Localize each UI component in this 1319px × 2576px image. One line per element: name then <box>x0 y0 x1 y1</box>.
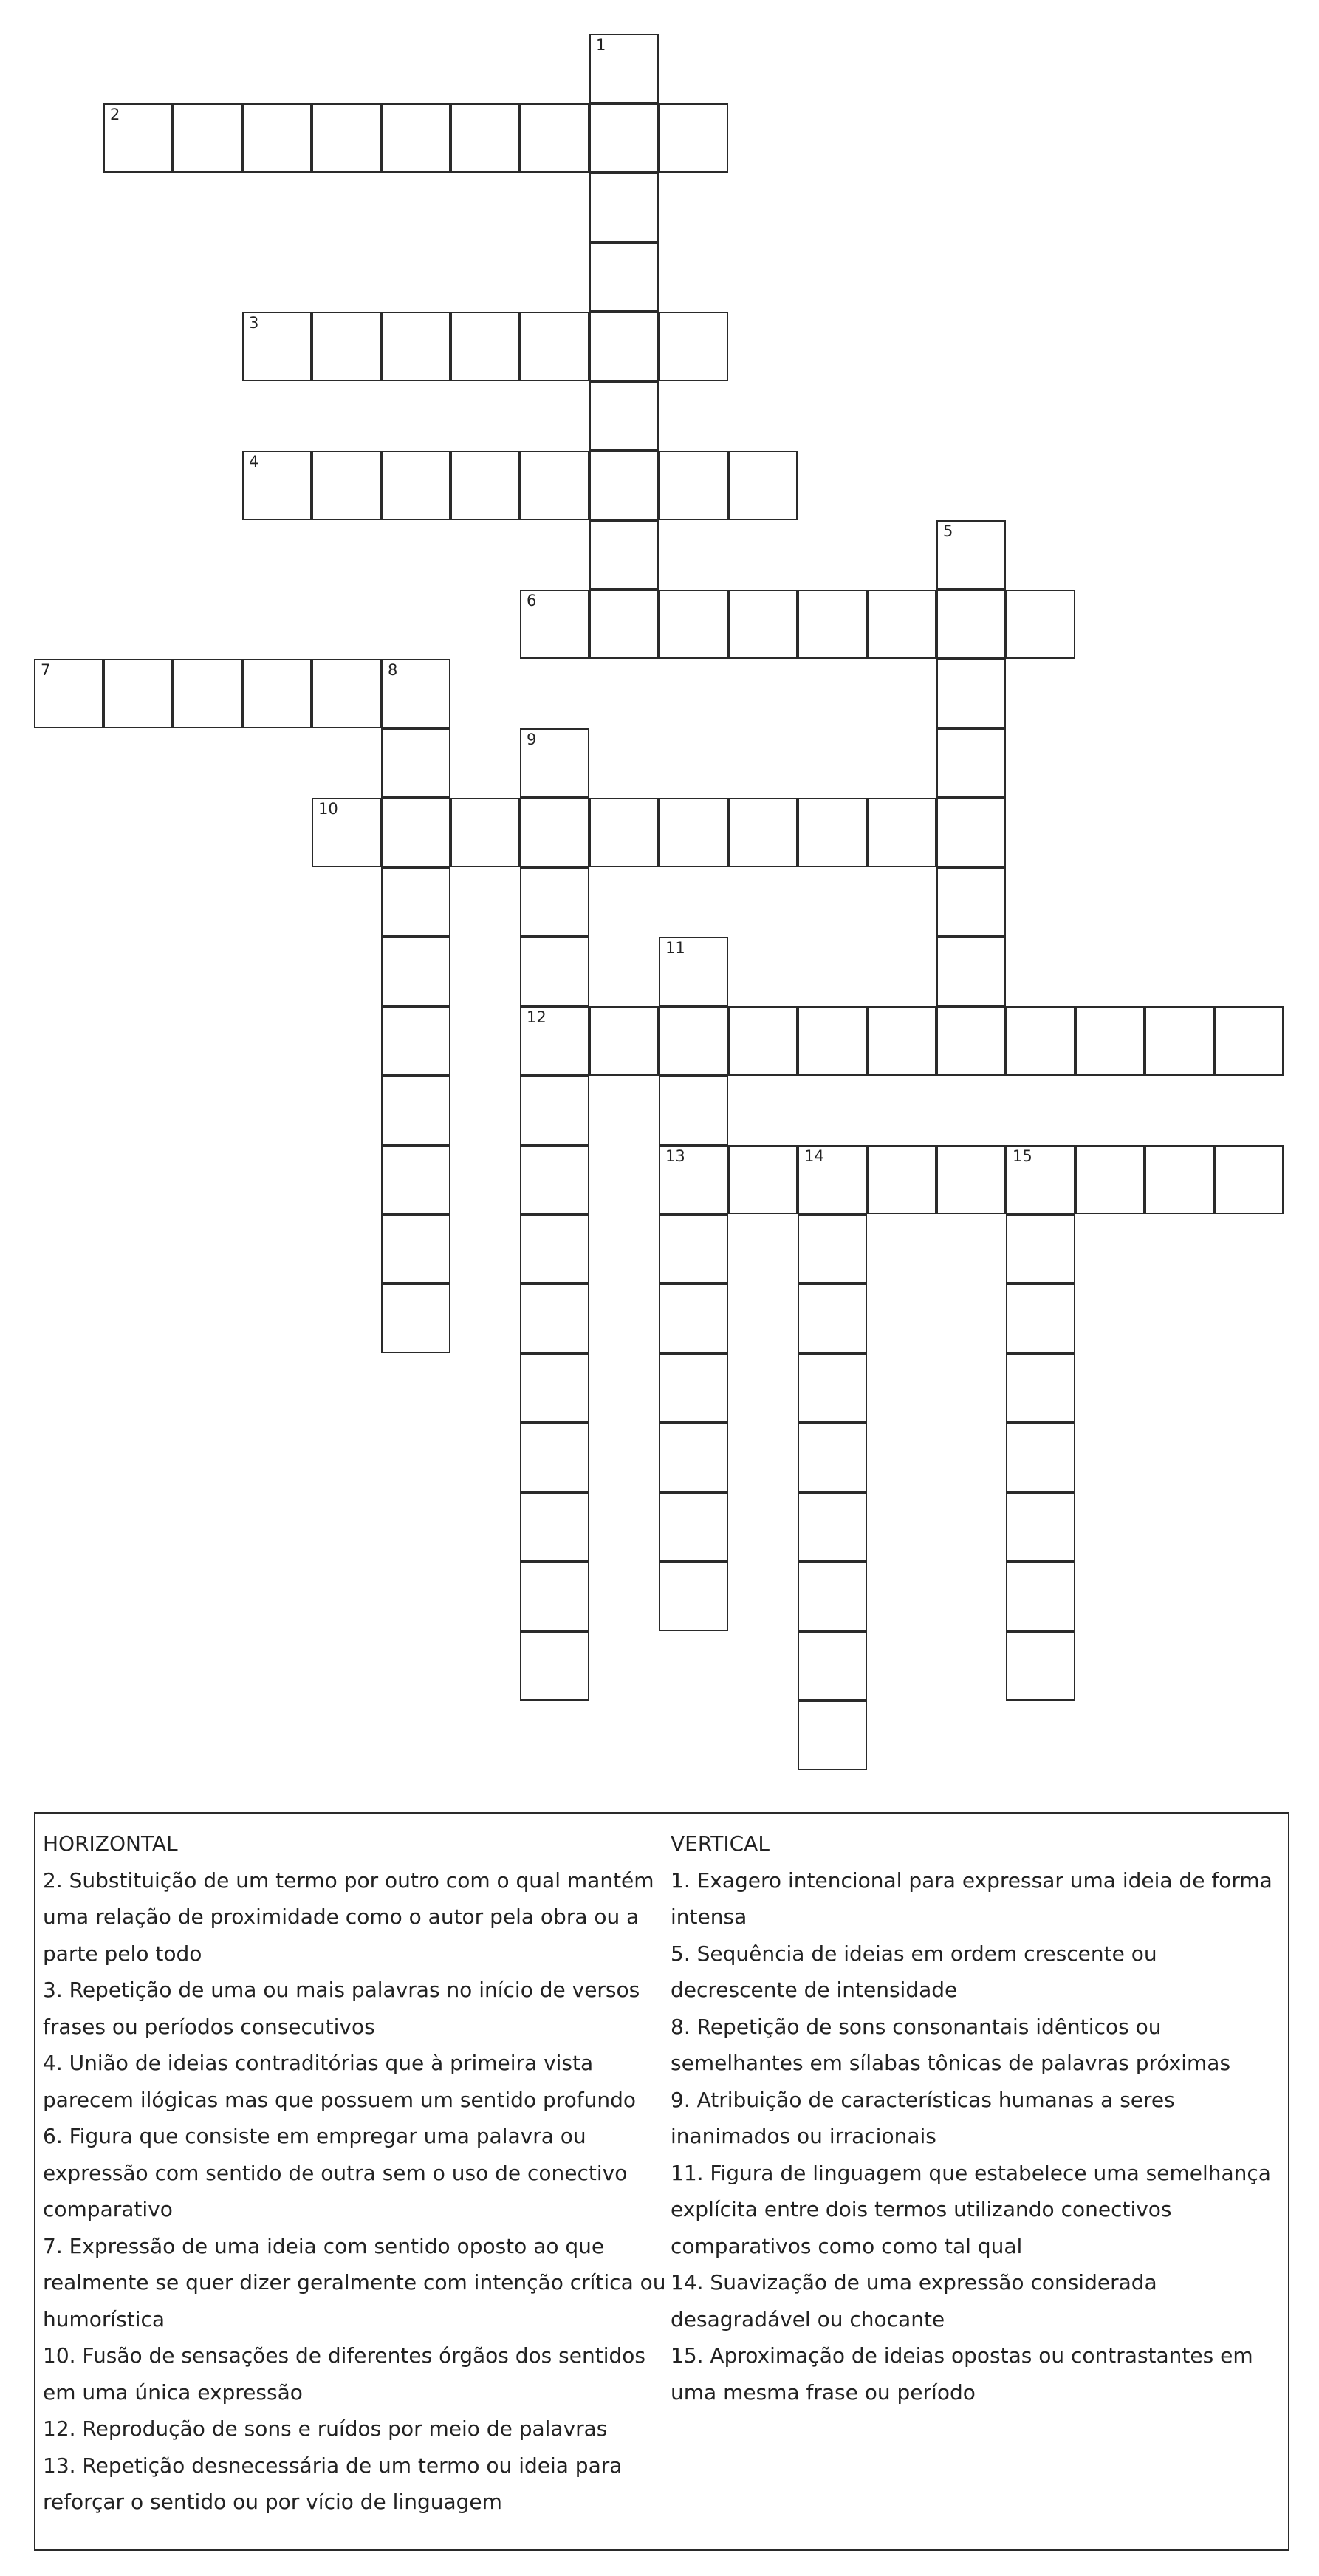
grid-cell[interactable] <box>450 312 520 381</box>
grid-cell[interactable] <box>936 659 1006 728</box>
cell-number: 13 <box>665 1147 685 1165</box>
cell-number: 2 <box>110 106 120 123</box>
grid-cell[interactable] <box>242 103 312 173</box>
cell-number: 12 <box>527 1008 547 1026</box>
grid-cell[interactable] <box>520 937 589 1006</box>
grid-cell[interactable] <box>589 451 659 520</box>
clue-down-14: 14. Suavização de uma expressão considerada desagradável ou chocante <box>671 2270 1157 2331</box>
grid-cell[interactable] <box>520 1631 589 1701</box>
grid-cell[interactable] <box>1006 1214 1075 1284</box>
grid-cell[interactable] <box>1006 1492 1075 1562</box>
grid-cell[interactable] <box>936 798 1006 867</box>
grid-cell[interactable] <box>728 798 798 867</box>
grid-cell[interactable] <box>798 1214 867 1284</box>
grid-cell[interactable] <box>1214 1006 1284 1076</box>
grid-cell[interactable] <box>520 1284 589 1353</box>
grid-cell[interactable] <box>1214 1145 1284 1214</box>
grid-cell[interactable] <box>728 1145 798 1214</box>
grid-cell[interactable] <box>798 1423 867 1492</box>
grid-cell[interactable] <box>659 1423 728 1492</box>
grid-cell[interactable] <box>798 1701 867 1770</box>
grid-cell[interactable] <box>936 520 1006 590</box>
grid-cell[interactable] <box>520 103 589 173</box>
grid-cell[interactable] <box>520 867 589 937</box>
grid-cell[interactable] <box>589 381 659 451</box>
across-clues <box>43 1825 671 2521</box>
grid-cell[interactable] <box>659 312 728 381</box>
clue-down-15: 15. Aproximação de ideias opostas ou contrastantes em uma mesma frase ou período <box>671 2343 1253 2405</box>
grid-cell[interactable] <box>381 728 450 798</box>
grid-cell[interactable] <box>1006 1353 1075 1423</box>
grid-cell[interactable] <box>381 103 450 173</box>
grid-cell[interactable] <box>520 1562 589 1631</box>
grid-cell[interactable] <box>589 103 659 173</box>
grid-cell[interactable] <box>659 1353 728 1423</box>
grid-cell[interactable] <box>728 451 798 520</box>
clue-across-3: 3. Repetição de uma ou mais palavras no início de versos frases ou períodos consecutivos <box>43 1978 640 2039</box>
grid-cell[interactable] <box>659 590 728 659</box>
grid-cell[interactable] <box>312 103 381 173</box>
grid-cell[interactable] <box>798 1631 867 1701</box>
cell-number: 6 <box>527 592 537 609</box>
clue-down-11: 11. Figura de linguagem que estabelece uma semelhança explícita entre dois termos utilizando conectivos comparativos como como tal qual <box>671 2160 1271 2258</box>
cell-number: 14 <box>804 1147 824 1165</box>
grid-cell[interactable] <box>659 798 728 867</box>
grid-cell[interactable] <box>381 1006 450 1076</box>
clue-down-9: 9. Atribuição de características humanas a seres inanimados ou irracionais <box>671 2087 1175 2148</box>
clue-across-6: 6. Figura que consiste em empregar uma palavra ou expressão com sentido de outra sem o uso de conectivo comparativo <box>43 2124 628 2221</box>
grid-cell[interactable] <box>589 520 659 590</box>
grid-cell[interactable] <box>1006 1006 1075 1076</box>
grid-cell[interactable] <box>867 590 936 659</box>
grid-cell[interactable] <box>520 798 589 867</box>
clue-across-12: 12. Reprodução de sons e ruídos por meio de palavras <box>43 2416 608 2441</box>
grid-cell[interactable] <box>520 312 589 381</box>
grid-cell[interactable] <box>1145 1145 1214 1214</box>
grid-cell[interactable] <box>798 798 867 867</box>
cell-number: 1 <box>596 36 606 54</box>
grid-cell[interactable] <box>659 103 728 173</box>
grid-cell[interactable] <box>659 1145 728 1214</box>
grid-cell[interactable] <box>520 1423 589 1492</box>
grid-cell[interactable] <box>450 798 520 867</box>
cell-number: 8 <box>388 661 398 679</box>
grid-cell[interactable] <box>381 312 450 381</box>
grid-cell[interactable] <box>936 728 1006 798</box>
clue-down-8: 8. Repetição de sons consonantais idênticos ou semelhantes em sílabas tônicas de palavras próximas <box>671 2014 1231 2075</box>
grid-cell[interactable] <box>798 1145 867 1214</box>
grid-cell[interactable] <box>242 451 312 520</box>
grid-cell[interactable] <box>381 1076 450 1145</box>
grid-cell[interactable] <box>103 659 173 728</box>
grid-cell[interactable] <box>1006 1423 1075 1492</box>
grid-cell[interactable] <box>520 728 589 798</box>
grid-cell[interactable] <box>1075 1006 1145 1076</box>
grid-cell[interactable] <box>450 451 520 520</box>
grid-cell[interactable] <box>659 451 728 520</box>
grid-cell[interactable] <box>450 103 520 173</box>
grid-cell[interactable] <box>34 659 103 728</box>
grid-cell[interactable] <box>520 451 589 520</box>
grid-cell[interactable] <box>520 1492 589 1562</box>
grid-cell[interactable] <box>589 34 659 103</box>
grid-cell[interactable] <box>589 1006 659 1076</box>
grid-cell[interactable] <box>1006 1562 1075 1631</box>
cell-number: 10 <box>318 800 338 818</box>
grid-cell[interactable] <box>381 451 450 520</box>
grid-cell[interactable] <box>520 590 589 659</box>
grid-cell[interactable] <box>798 1284 867 1353</box>
grid-cell[interactable] <box>798 1006 867 1076</box>
grid-cell[interactable] <box>936 590 1006 659</box>
grid-cell[interactable] <box>798 1353 867 1423</box>
grid-cell[interactable] <box>936 937 1006 1006</box>
grid-cell[interactable] <box>381 659 450 728</box>
grid-cell[interactable] <box>381 937 450 1006</box>
grid-cell[interactable] <box>1006 1631 1075 1701</box>
grid-cell[interactable] <box>242 312 312 381</box>
grid-cell[interactable] <box>103 103 173 173</box>
clue-down-5: 5. Sequência de ideias em ordem crescente ou decrescente de intensidade <box>671 1941 1157 2002</box>
grid-cell[interactable] <box>659 1492 728 1562</box>
grid-cell[interactable] <box>381 1214 450 1284</box>
grid-cell[interactable] <box>589 798 659 867</box>
cell-number: 15 <box>1013 1147 1032 1165</box>
clues-panel <box>34 1812 1289 2551</box>
grid-cell[interactable] <box>936 1145 1006 1214</box>
clue-across-10: 10. Fusão de sensações de diferentes órgãos dos sentidos em uma única expressão <box>43 2343 645 2405</box>
grid-cell[interactable] <box>589 242 659 312</box>
cell-number: 7 <box>41 661 51 679</box>
cell-number: 11 <box>665 939 685 957</box>
grid-cell[interactable] <box>173 103 242 173</box>
grid-cell[interactable] <box>520 1145 589 1214</box>
grid-cell[interactable] <box>520 1076 589 1145</box>
grid-cell[interactable] <box>312 312 381 381</box>
grid-cell[interactable] <box>728 590 798 659</box>
grid-cell[interactable] <box>520 1006 589 1076</box>
grid-cell[interactable] <box>798 1492 867 1562</box>
grid-cell[interactable] <box>381 867 450 937</box>
grid-cell[interactable] <box>728 1006 798 1076</box>
cell-number: 4 <box>249 453 259 471</box>
grid-cell[interactable] <box>1006 1284 1075 1353</box>
grid-cell[interactable] <box>242 659 312 728</box>
grid-cell[interactable] <box>520 1353 589 1423</box>
cell-number: 9 <box>527 731 537 748</box>
grid-cell[interactable] <box>867 1006 936 1076</box>
grid-cell[interactable] <box>589 590 659 659</box>
grid-cell[interactable] <box>381 1284 450 1353</box>
grid-cell[interactable] <box>936 1006 1006 1076</box>
cell-number: 5 <box>943 522 953 540</box>
cell-number: 3 <box>249 314 259 332</box>
clue-across-2: 2. Substituição de um termo por outro com o qual mantém uma relação de proximidade como o autor pela obra ou a parte pelo todo <box>43 1868 654 1966</box>
clue-across-4: 4. União de ideias contraditórias que à primeira vista parecem ilógicas mas que possuem um sentido profundo <box>43 2051 637 2112</box>
grid-cell[interactable] <box>867 798 936 867</box>
grid-cell[interactable] <box>1006 1145 1075 1214</box>
grid-cell[interactable] <box>798 1562 867 1631</box>
grid-cell[interactable] <box>659 1076 728 1145</box>
grid-cell[interactable] <box>173 659 242 728</box>
grid-cell[interactable] <box>312 451 381 520</box>
grid-cell[interactable] <box>659 1284 728 1353</box>
grid-cell[interactable] <box>312 659 381 728</box>
grid-cell[interactable] <box>867 1145 936 1214</box>
clue-across-13: 13. Repetição desnecessária de um termo ou ideia para reforçar o sentido ou por vício de linguagem <box>43 2453 623 2514</box>
grid-cell[interactable] <box>659 1562 728 1631</box>
grid-cell[interactable] <box>381 1145 450 1214</box>
across-title: HORIZONTAL <box>43 1831 178 1856</box>
grid-cell[interactable] <box>1145 1006 1214 1076</box>
clue-down-1: 1. Exagero intencional para expressar uma ideia de forma intensa <box>671 1868 1272 1929</box>
grid-cell[interactable] <box>659 1214 728 1284</box>
grid-cell[interactable] <box>1006 590 1075 659</box>
grid-cell[interactable] <box>589 312 659 381</box>
grid-cell[interactable] <box>936 867 1006 937</box>
down-clues <box>671 1825 1284 2411</box>
grid-cell[interactable] <box>381 798 450 867</box>
clue-across-7: 7. Expressão de uma ideia com sentido oposto ao que realmente se quer dizer geralmente com intenção crítica ou humorística <box>43 2233 666 2331</box>
grid-cell[interactable] <box>1075 1145 1145 1214</box>
grid-cell[interactable] <box>312 798 381 867</box>
grid-cell[interactable] <box>659 937 728 1006</box>
grid-cell[interactable] <box>659 1006 728 1076</box>
grid-cell[interactable] <box>589 173 659 242</box>
grid-cell[interactable] <box>798 590 867 659</box>
grid-cell[interactable] <box>520 1214 589 1284</box>
down-title: VERTICAL <box>671 1831 770 1856</box>
